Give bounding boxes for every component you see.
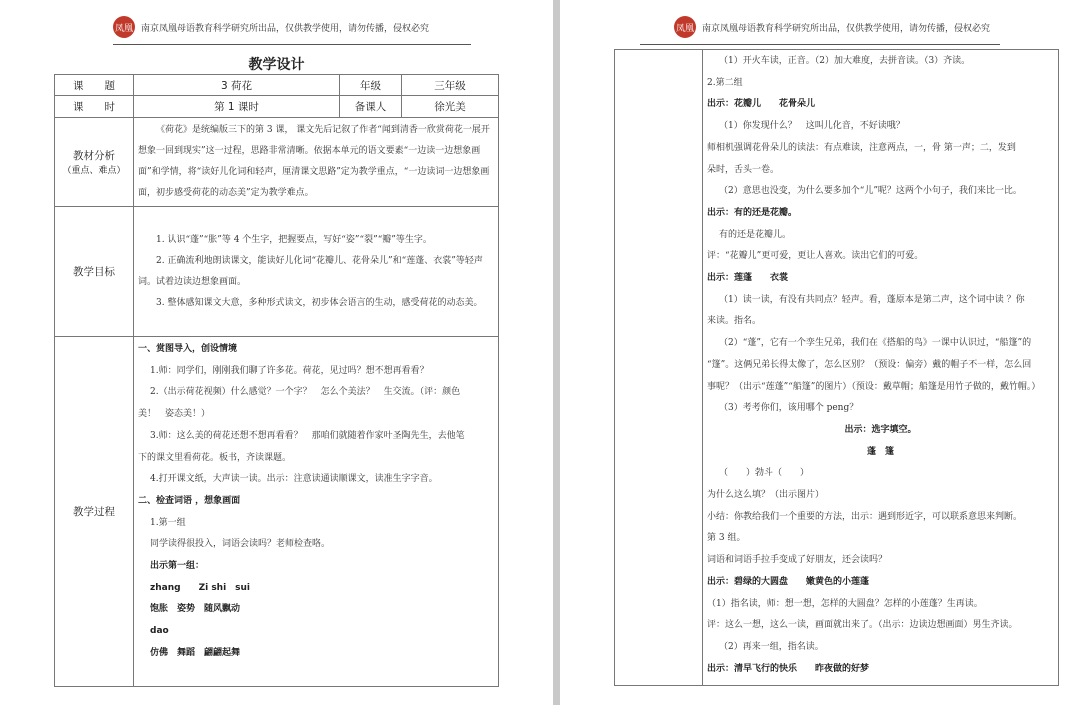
label-analysis-sub: （重点、难点） [62,166,126,176]
process-line: 出示：有的还是花瓣。 [707,207,798,218]
process-line: （1）读一读，有没有共同点？轻声。看，蓬原本是第二声，这个词中读 ？你 [719,294,1025,305]
process-line: （3）考考你们，该用哪个 peng？ [719,403,859,414]
page-header [113,10,429,44]
table-row-period [55,96,499,118]
value-grade: 三年级 [402,75,499,96]
process-line: （2）意思也没变，为什么要多加个“儿”呢？这两个小句子，我们来比一比。 [719,186,1022,197]
process-line: 为什么这么填？（出示图片） [707,490,825,501]
seal-text: 凤凰 [114,23,133,34]
page-gutter [553,0,560,705]
process-line: 饱胀 姿势 随风飘动 [150,604,241,615]
seal-text: 凤凰 [675,23,694,34]
label-analysis: 教材分析 [73,150,115,162]
process-line: 美！ 姿态美！） [138,409,211,420]
header-divider [640,44,1000,45]
analysis-text: 《荷花》是统编版三下的第 3 课， 课文先后记叙了作者“闻到清香一欣赏荷花一展开想象一回到现实”这一过程，思路非常清晰。依据本单元的语文要素“一边读一边想象画面”和学情，将“读好儿化词和轻声，厘清课文思路”定为教学重点，“一边读词一边想象画面，初步感受荷花的动态美”定为教学难点。 [138,125,490,198]
process-line: 出示：碧绿的大圆盘 嫩黄色的小莲蓬 [707,576,870,587]
value-period: 第 1 课时 [134,96,340,118]
process-line: 事呢？（出示“莲蓬”“船篷”的图片）（预设：戴草帽；船篷是用竹子做的，戴竹帽。） [707,381,1041,392]
label-grade: 年级 [340,75,402,96]
process-line: 蓬 篷 [866,446,894,457]
label-course: 课 题 [55,75,134,96]
table-row-analysis [55,118,499,207]
process-line: 出示第一组： [150,561,205,572]
process-line: 1.第一组 [150,517,186,528]
process-line: 出示：莲蓬 衣裳 [707,273,789,284]
process-line: 下的课文里看荷花。板书，齐读课题。 [138,452,292,463]
process-line: （2）“蓬”，它有一个孪生兄弟，我们在《搭船的鸟》一课中认识过，“船篷”的 [719,338,1032,349]
process-line: zhang Zi shi sui [150,582,251,593]
table-row-course [55,75,499,96]
process-line: 出示：清早飞行的快乐 昨夜做的好梦 [707,663,870,674]
process-line: 4.打开课文纸，大声读一读。出示：注意读通读顺课文，读准生字字音。 [150,474,438,485]
table-row-process-continued [615,50,1059,686]
process-line: 3.师：这么美的荷花还想不想再看看？ 那咱们就随着作家叶圣陶先生，去他笔 [150,430,465,441]
analysis-label-cell [55,118,134,207]
process-line: （1）开火车读，正音。（2）加大难度，去拼音读。（3）齐读。 [719,56,971,66]
process-line: 词语和词语手拉手变成了好朋友，还会读吗？ [707,555,888,566]
process-line: “篷”。这俩兄弟长得太像了，怎么区别？（预设：偏旁）戴的帽子不一样，怎么回 [707,359,1032,370]
lesson-plan-table [54,74,499,687]
process-line: 2.第二组 [707,77,743,88]
label-period: 课 时 [55,96,134,118]
process-line: 第 3 组。 [707,533,746,544]
document-title: 教学设计 [248,57,305,73]
header-notice: 南京凤凰母语教育科学研究所出品，仅供教学使用，请勿传播，侵权必究 [702,23,991,34]
process-line: 出示：选字填空。 [844,424,917,435]
process-line: dao [150,626,169,637]
value-course: 3 荷花 [134,75,340,96]
process-line: （1）指名读，师：想一想，怎样的大圆盘？怎样的小莲蓬？生再读。 [707,598,983,609]
publisher-seal-icon [674,16,696,38]
goal-item: 2. 正确流利地朗读课文，能读好儿化词“花瓣儿、花骨朵儿”和“莲蓬、衣裳”等轻声词。试着边读边想象画面。 [138,255,483,287]
page-header [674,10,990,44]
process-line: 二、检查词语 ，想象画面 [138,495,241,506]
table-row-process [55,337,499,687]
process-line: 小结：你教给我们一个重要的方法，出示：遇到形近字，可以联系意思来判断。 [707,511,1023,522]
process-line: （2）再来一组，指名读。 [719,641,824,652]
process-line: 评：这么一想，这么一读，画面就出来了。（出示：边读边想画面）男生齐读。 [707,620,1018,631]
process-line: 有的还是花瓣儿。 [719,229,792,240]
lesson-plan-table-continued [614,49,1059,686]
process-line: 同学读得很投入，词语会读吗？老师检查咯。 [150,539,331,550]
value-teacher: 徐光美 [402,96,499,118]
process-label-cell-empty [615,50,703,686]
process-cell-right [703,50,1059,686]
analysis-cell [134,118,499,207]
process-line: 1.师：同学们，刚刚我们聊了许多花。荷花，见过吗？想不想再看看？ [150,365,429,376]
process-line: 朵时，舌头一卷。 [707,164,780,175]
process-line: 师相机强调花骨朵儿的读法：有点难读，注意两点，一，骨 第一声；二，发到 [707,142,1016,153]
label-teacher: 备课人 [340,96,402,118]
process-line: 出示：花瓣儿 花骨朵儿 [707,99,816,110]
header-divider [113,44,471,45]
process-cell-left [134,337,499,687]
label-goals: 教学目标 [55,207,134,337]
header-notice: 南京凤凰母语教育科学研究所出品，仅供教学使用，请勿传播，侵权必究 [141,23,430,34]
goal-item: 1. 认识“蓬”“胀”等 4 个生字，把握要点，写好“姿”“裂”“瓣”等生字。 [156,234,432,245]
goals-cell [134,207,499,337]
publisher-seal-icon [113,16,135,38]
process-line: 仿佛 舞蹈 翩翩起舞 [150,647,241,658]
process-line: （ ）勃斗（ ） [719,468,810,479]
process-line: 评：“花瓣儿”更可爱，更让人喜欢。读出它们的可爱。 [707,251,924,262]
process-line: 来读。指名。 [707,316,762,327]
table-row-goals [55,207,499,337]
process-line: 一、赏图导入，创设情境 [138,344,238,354]
label-process: 教学过程 [55,337,134,687]
goal-item: 3. 整体感知课文大意，多种形式读文，初步体会语言的生动，感受荷花的动态美。 [156,297,483,308]
process-line: 2.（出示荷花视频）什么感觉？一个字？ 怎么个美法？ 生交流。（评：颜色 [150,387,461,398]
process-line: （1）你发现什么？ 这叫儿化音，不好读哦？ [719,121,905,132]
